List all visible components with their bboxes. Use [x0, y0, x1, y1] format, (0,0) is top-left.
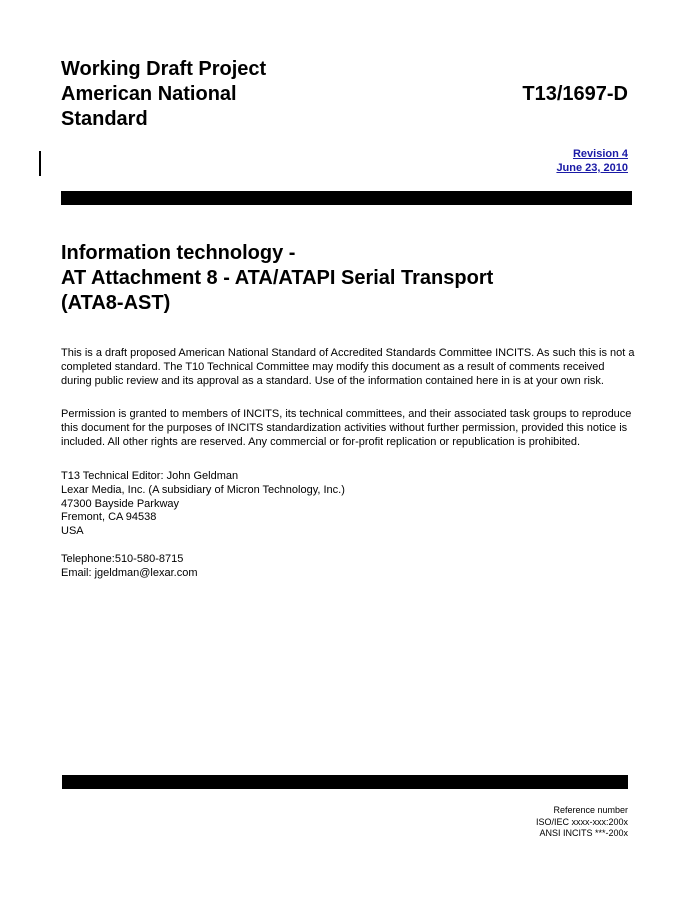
reference-iso: ISO/IEC xxxx-xxx:200x	[535, 816, 628, 827]
revision-block	[556, 147, 628, 175]
document-title	[61, 241, 651, 316]
draft-notice-paragraph	[61, 347, 636, 388]
editor-email: Email: jgeldman@lexar.com	[61, 566, 198, 579]
revision-link[interactable]: Revision 4	[572, 148, 628, 160]
editor-name: T13 Technical Editor: John Geldman	[61, 470, 239, 482]
reference-number-block	[536, 805, 628, 840]
reference-ansi: ANSI INCITS ***-200x	[539, 828, 628, 838]
contact-spacer	[61, 539, 636, 553]
top-rule-divider	[61, 191, 632, 205]
change-bar	[39, 151, 41, 176]
document-title-line: (ATA8-AST)	[61, 292, 171, 314]
bottom-rule-divider	[62, 775, 628, 789]
document-number: T13/1697-D	[522, 83, 628, 105]
project-title-line: American National	[61, 83, 237, 105]
permission-paragraph	[61, 408, 636, 449]
revision-date-link[interactable]: June 23, 2010	[556, 162, 628, 174]
editor-country: USA	[61, 525, 84, 538]
editor-street: 47300 Bayside Parkway	[61, 497, 180, 510]
project-title	[61, 57, 331, 132]
document-title-line: AT Attachment 8 - ATA/ATAPI Serial Transport	[61, 267, 494, 289]
reference-label: Reference number	[553, 805, 628, 815]
editor-company: Lexar Media, Inc. (A subsidiary of Micron Technology, Inc.)	[61, 483, 345, 496]
draft-notice-text: This is a draft proposed American National Standard of Accredited Standards Committee INCITS. As such this is not a completed standard. The T10 Technical Committee may modify this document as a result of comments received during public review and its approval as a standard. Use of the information contained here in is at your own risk.	[61, 347, 635, 387]
editor-city: Fremont, CA 94538	[61, 511, 157, 524]
editor-telephone: Telephone:510-580-8715	[61, 552, 184, 565]
editor-contact-block	[61, 470, 636, 580]
permission-text: Permission is granted to members of INCITS, its technical committees, and their associated task groups to reproduce this document for the purposes of INCITS standardization activities without further permission, provided this notice is included. All other rights are reserved. Any commercial or for-profit replication or republication is prohibited.	[61, 408, 632, 448]
document-title-line: Information technology -	[61, 242, 296, 264]
project-title-line: Standard	[61, 108, 148, 130]
project-title-line: Working Draft Project	[61, 58, 267, 80]
